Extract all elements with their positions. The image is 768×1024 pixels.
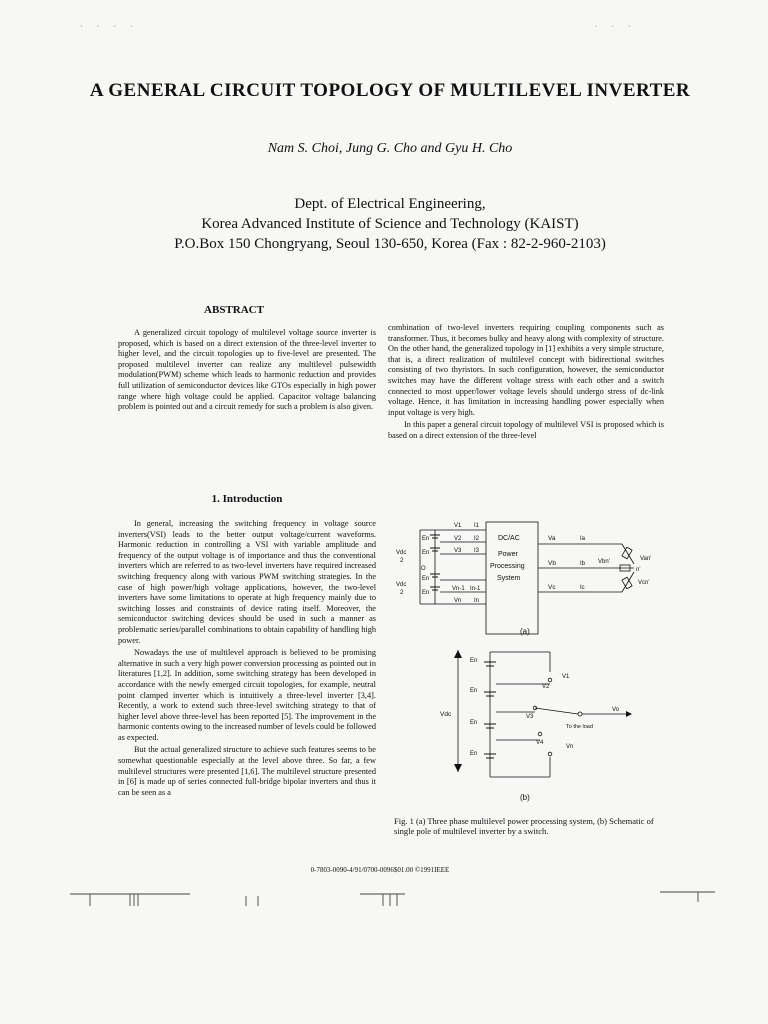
figure-1b: [440, 650, 632, 802]
abstract-body: [118, 328, 376, 415]
i1-label: I1: [474, 523, 480, 529]
cap-label-3: En: [422, 576, 430, 582]
affiliation-line-1: Dept. of Electrical Engineering,: [294, 196, 486, 212]
cap-label-4: En: [422, 590, 430, 596]
vb-label: Vb: [548, 560, 556, 567]
vdc-top-denominator: 2: [400, 558, 404, 564]
vdc-bottom: Vdc: [396, 582, 407, 588]
v3-label: V3: [454, 548, 462, 554]
van-label: Van': [640, 556, 652, 562]
affiliation-line-2: Korea Advanced Institute of Science and Technology (KAIST): [201, 216, 579, 232]
switch-v2-label: V2: [542, 684, 550, 690]
sublabel-a: (a): [520, 627, 530, 636]
to-load-label: To the load: [566, 724, 593, 730]
intro-heading: 1. Introduction: [211, 493, 283, 505]
v2-label: V2: [454, 536, 462, 542]
sublabel-b: (b): [520, 793, 530, 802]
figure-1a: [396, 522, 651, 636]
vn-label: Vn: [454, 598, 462, 604]
right-column-text: [388, 323, 664, 444]
vn1-label: Vn-1: [452, 586, 465, 592]
cap-label-1: En: [422, 536, 430, 542]
intro-paragraph-1: In general, increasing the switching frequency in voltage source inverters(VSI) leads to the better output voltage/current waveforms. Harmonic reduction in controlling a VSI with variable amplitude and frequency of the output voltage is of importance and thus the conventional inverters which are referred to as two-level inverters have required increased switching frequency along with various PWM switching strategies. In the case of high power/high voltage applications, however, the two-level inverters have some limitations to operate at high frequency mainly due to switching losses and constraints of device rating itself. Moreover, the semiconductor switching devices should be used in such a manner as problematic series/parallel combinations to obtain capability of handling high power.: [118, 519, 376, 645]
abstract-heading: ABSTRACT: [204, 304, 264, 316]
vc-label: Vc: [548, 584, 556, 591]
block-line-1: DC/AC: [498, 535, 520, 542]
header-scan-marks: · · · · · · ·: [80, 22, 637, 31]
vcn-label: Vcn': [638, 580, 650, 586]
i3-label: I3: [474, 548, 480, 554]
switch-vn-label: Vn: [566, 744, 574, 750]
cell-label-3: En: [470, 720, 478, 726]
abstract-paragraph: A generalized circuit topology of multilevel voltage source inverter is proposed, which is based on a direct extension of the three-level inverter to higher level, and the circuit topologies up to five-level are presented. The proposed multilevel inverter can realize any multilevel pulsewidth modulation(PWM) scheme which leads to harmonic reduction and provides full utilization of semiconductor devices like GTOs especially in high power range where high voltage could be applied. Capacitor voltage balancing problem is pointed out and a circuit remedy for such a problem is also given.: [118, 328, 376, 412]
intro-paragraph-2: Nowadays the use of multilevel approach is believed to be promising alternative in such a very high power conversion processing as pointed out in literatures [1,2]. In addition, some switching strategy has been developed in accordance with the newly emerged circuit topologies, for example, neutral point clamped inverter which is intuitively a three-level inverter [3,4]. Recently, a work to extend such three-level switching strategy to that of higher level above three-level has been reported [5]. The improvement in the harmonic contents owing to the increased number of levels could be followed as expected.: [118, 648, 376, 742]
switch-v4-label: V4: [536, 740, 544, 746]
intro-body: [118, 519, 376, 800]
switch-v3-label: V3: [526, 714, 534, 720]
bottom-scan-marks: [60, 886, 720, 912]
vdc-label-b: Vdc: [440, 711, 452, 718]
intro-paragraph-3: But the actual generalized structure to achieve such features seems to be somewhat questionable especially at the level above three. So far, a few multilevel structures were presented [1,6]. The multilevel structure presented in [6] is made up of series connected full-bridge bipolar inverters and thus it can be seen as a: [118, 745, 376, 797]
vbn-label: Vbn': [598, 559, 610, 565]
cell-label-1: En: [470, 658, 478, 664]
va-label: Va: [548, 535, 556, 542]
i2-label: I2: [474, 536, 480, 542]
cell-label-2: En: [470, 688, 478, 694]
neutral-o: O: [421, 566, 426, 572]
ib-label: Ib: [580, 561, 586, 567]
ic-label: Ic: [580, 585, 585, 591]
vdc-top: Vdc: [396, 550, 407, 556]
paper-authors: Nam S. Choi, Jung G. Cho and Gyu H. Cho: [267, 141, 513, 156]
figure-caption: Fig. 1 (a) Three phase multilevel power processing system, (b) Schematic of single pole of multilevel inverter by a switch.: [394, 816, 654, 836]
in1-label: In-1: [470, 586, 481, 592]
block-line-4: System: [497, 575, 521, 582]
block-line-2: Power: [498, 551, 518, 558]
affiliation-line-3: P.O.Box 150 Chongryang, Seoul 130-650, Korea (Fax : 82-2-960-2103): [174, 236, 606, 252]
ia-label: Ia: [580, 536, 586, 542]
right-paragraph-2: In this paper a general circuit topology of multilevel VSI is proposed which is based on a direct extension of the three-level: [388, 420, 664, 440]
switch-v1-label: V1: [562, 674, 570, 680]
n-prime-label: n': [636, 567, 641, 573]
paper-title: A GENERAL CIRCUIT TOPOLOGY OF MULTILEVEL INVERTER: [89, 80, 691, 101]
in-label: In: [474, 598, 480, 604]
cap-label-2: En: [422, 550, 430, 556]
vdc-bottom-denominator: 2: [400, 590, 404, 596]
output-vo-label: Vo: [612, 707, 620, 713]
figure-1: [390, 512, 670, 812]
copyright-footer: 0-7803-0090-4/91/0700-0096$01.00 ©1991IEEE: [310, 866, 450, 874]
v1-label: V1: [454, 523, 462, 529]
cell-label-4: En: [470, 751, 478, 757]
block-line-3: Processing: [490, 563, 525, 570]
right-paragraph-1: combination of two-level inverters requiring coupling components such as transformer. Thus, it becomes bulky and heavy along with complexity of structure. On the other hand, the generalized topology in [1] exhibits a very simple structure, that is, a direct realization of multilevel concept with bidirectional switches consisting of two thyristors. In such configuration, however, the semiconductor switches may have the different voltage stress with each other and a switch connected to most upper/lower voltage levels should undergo stress of dc-link voltage. Hence, it has limitation in increasing handling power especially when input voltage is very high.: [388, 323, 664, 417]
